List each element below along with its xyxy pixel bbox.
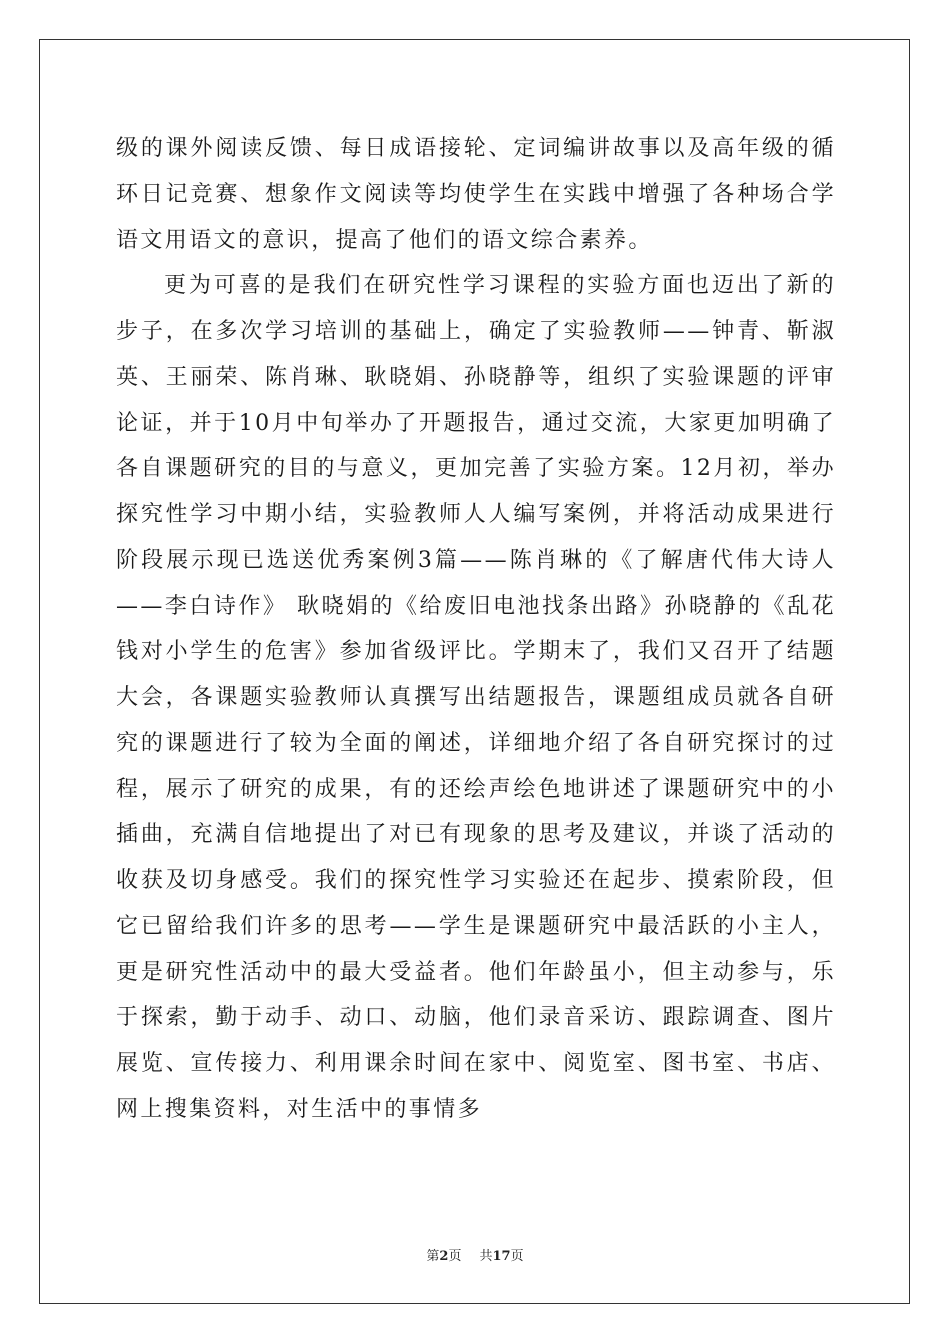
- total-prefix: 共: [479, 1249, 493, 1264]
- page-prefix: 第: [426, 1249, 440, 1264]
- total-pages: 17: [492, 1249, 511, 1264]
- page-footer: [0, 1245, 950, 1264]
- page-number: 2: [439, 1249, 449, 1264]
- total-suffix: 页: [510, 1249, 524, 1264]
- paragraph-1: 级的课外阅读反馈、每日成语接轮、定词编讲故事以及高年级的循环日记竞赛、想象作文阅读等均使学生在实践中增强了各种场合学语文用语文的意识，提高了他们的语文综合素养。: [116, 136, 836, 253]
- page-suffix: 页: [448, 1249, 462, 1264]
- document-body: [116, 126, 836, 1133]
- paragraph-2: 更为可喜的是我们在研究性学习课程的实验方面也迈出了新的步子，在多次学习培训的基础上，确定了实验教师——钟青、靳淑英、王丽荣、陈肖琳、耿晓娟、孙晓静等，组织了实验课题的评审论证，并于10月中旬举办了开题报告，通过交流，大家更加明确了各自课题研究的目的与意义，更加完善了实验方案。12月初，举办探究性学习中期小结，实验教师人人编写案例，并将活动成果进行阶段展示现已选送优秀案例3篇——陈肖琳的《了解唐代伟大诗人——李白诗作》 耿晓娟的《给废旧电池找条出路》孙晓静的《乱花钱对小学生的危害》参加省级评比。学期末了，我们又召开了结题大会，各课题实验教师认真撰写出结题报告，课题组成员就各自研究的课题进行了较为全面的阐述，详细地介绍了各自研究探讨的过程，展示了研究的成果，有的还绘声绘色地讲述了课题研究中的小插曲，充满自信地提出了对已有现象的思考及建议，并谈了活动的收获及切身感受。我们的探究性学习实验还在起步、摸索阶段，但它已留给我们许多的思考——学生是课题研究中最活跃的小主人，更是研究性活动中的最大受益者。他们年龄虽小，但主动参与，乐于探索，勤于动手、动口、动脑，他们录音采访、跟踪调查、图片展览、宣传接力、利用课余时间在家中、阅览室、图书室、书店、网上搜集资料，对生活中的事情多: [116, 273, 836, 1122]
